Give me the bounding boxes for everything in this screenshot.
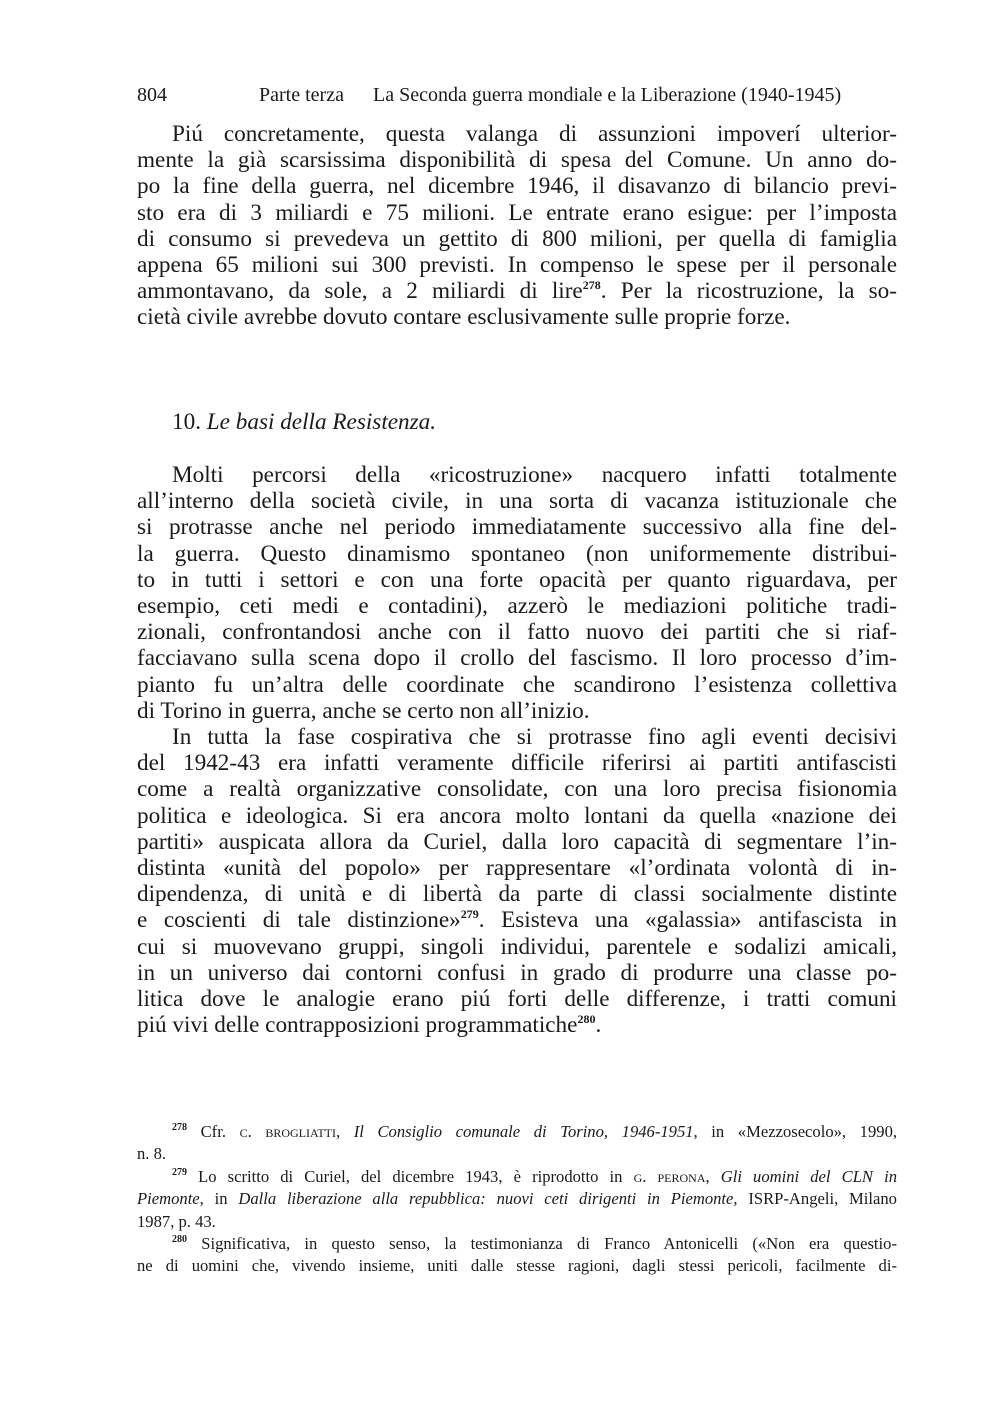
text-line: cui si muovevano gruppi, singoli individui, parentele e sodalizi amicali,: [137, 933, 897, 960]
footnote-line: [137, 1121, 897, 1143]
text-fragment: Lo scritto di Curiel, del dicembre 1943, è riprodotto in: [198, 1166, 623, 1186]
text-line: la guerra. Questo dinamismo spontaneo (non uniformemente distribui-: [137, 540, 897, 567]
text-fragment: ammontavano, da sole, a 2 miliardi di lire: [137, 278, 583, 305]
note-reference-279[interactable]: 279: [460, 907, 479, 922]
text-line: Molti percorsi della «ricostruzione» nacquero infatti totalmente: [172, 462, 897, 488]
paragraph-3: [137, 724, 897, 1038]
footnote-line: 1987, p. 43.: [137, 1211, 216, 1231]
text-line: in un universo dai contorni confusi in grado di produrre una classe po-: [137, 959, 897, 986]
text-fragment: Significativa, in questo senso, la testimonianza di Franco Antonicelli («Non era questio-: [201, 1234, 897, 1254]
text-line: appena 65 milioni sui 300 previsti. In compenso le spese per il personale: [137, 252, 897, 279]
section-number: 10.: [172, 409, 201, 435]
text-line: politica e ideologica. Si era ancora molto lontani da quella «nazione dei: [137, 802, 897, 829]
author-name: c. brogliatti,: [239, 1122, 341, 1141]
text-fragment: Cfr.: [200, 1122, 226, 1141]
text-fragment: , in: [199, 1189, 228, 1209]
footnotes: [137, 1121, 897, 1278]
text-line: [137, 1012, 897, 1038]
text-fragment: e coscienti di tale distinzione»: [137, 907, 461, 934]
text-line: mente la già scarsissima disponibilità di spesa del Comune. Un anno do-: [137, 147, 897, 174]
section-title: Le basi della Resistenza.: [206, 409, 437, 435]
paragraph-2: [137, 462, 897, 724]
text-line: zionali, confrontandosi anche con il fatto nuovo dei partiti che si riaf-: [137, 619, 897, 646]
text-line: In tutta la fase cospirativa che si protrasse fino agli eventi decisivi: [172, 724, 897, 750]
text-line: sto era di 3 miliardi e 75 milioni. Le entrate erano esigue: per l’imposta: [137, 199, 897, 226]
running-head-chapter: La Seconda guerra mondiale e la Liberazione (1940-1945): [373, 84, 842, 106]
text-line: dipendenza, di unità e di libertà da parte di classi socialmente distinte: [137, 881, 897, 908]
text-line: po la fine della guerra, nel dicembre 1946, il disavanzo di bilancio previ-: [137, 173, 897, 200]
running-head: [137, 82, 877, 108]
text-line: all’interno della società civile, in una sorta di vacanza istituzionale che: [137, 488, 897, 515]
text-fragment: . Per la ricostruzione, la so-: [600, 278, 897, 305]
work-title: Dalla liberazione alla repubblica: nuovi ceti dirigenti in Piemonte: [238, 1189, 734, 1209]
text-line: partiti» auspicata allora da Curiel, dalla loro capacità di segmentare l’in-: [137, 828, 897, 855]
text-line: facciavano sulla scena dopo il crollo del fascismo. Il loro processo d’im-: [137, 645, 897, 672]
text-line: distinta «unità del popolo» per rappresentare «l’ordinata volontà di in-: [137, 855, 897, 882]
paragraph-1: [137, 121, 897, 331]
running-head-part: Parte terza: [259, 84, 344, 106]
footnote-278: [137, 1121, 897, 1166]
footnote-280: [137, 1233, 897, 1278]
work-title: Il Consiglio comunale di Torino, 1946-1951: [353, 1122, 694, 1141]
footnote-number: 280: [172, 1234, 187, 1246]
text-line: Piú concretamente, questa valanga di assunzioni impoverí ulterior-: [172, 121, 897, 147]
text-line: litica dove le analogie erano piú forti delle differenze, i tratti comuni: [137, 986, 897, 1013]
text-line: [137, 278, 897, 304]
footnote-line: [137, 1188, 897, 1210]
text-line: come a realtà organizzative consolidate, con una loro precisa fisionomia: [137, 776, 897, 803]
text-line: di consumo si prevedeva un gettito di 800 milioni, per quella di famiglia: [137, 225, 897, 252]
text-line: [137, 907, 897, 933]
work-title: Gli uomini del CLN in: [720, 1166, 897, 1186]
text-line: del 1942-43 era infatti veramente difficile riferirsi ai partiti antifascisti: [137, 750, 897, 777]
text-fragment: piú vivi delle contrapposizioni programmatiche: [137, 1012, 578, 1039]
footnote-line: [137, 1166, 897, 1188]
page-number: 804: [137, 84, 167, 106]
text-fragment: , ISRP-Angeli, Milano: [733, 1189, 897, 1209]
text-fragment: . Esisteva una «galassia» antifascista in: [478, 907, 897, 934]
footnote-279: [137, 1166, 897, 1233]
footnote-line: n. 8.: [137, 1144, 167, 1164]
footnote-line: [137, 1233, 897, 1255]
text-line: si protrasse anche nel periodo immediatamente successivo alla fine del-: [137, 514, 897, 541]
text-line: to in tutti i settori e con una forte opacità per quanto riguardava, per: [137, 566, 897, 593]
note-reference-278[interactable]: 278: [582, 278, 601, 293]
author-name: g. perona,: [633, 1166, 710, 1186]
text-fragment: , in «Mezzosecolo», 1990,: [693, 1122, 898, 1141]
text-fragment: .: [595, 1012, 602, 1039]
note-reference-280[interactable]: 280: [577, 1012, 596, 1027]
footnote-number: 278: [172, 1122, 187, 1133]
section-heading: [172, 408, 436, 436]
text-line: esempio, ceti medi e contadini), azzerò le mediazioni politiche tradi-: [137, 593, 897, 620]
text-line: cietà civile avrebbe dovuto contare esclusivamente sulle proprie forze.: [137, 304, 791, 331]
text-line: di Torino in guerra, anche se certo non all’inizio.: [137, 697, 590, 724]
work-title: Piemonte: [137, 1189, 200, 1209]
footnote-number: 279: [172, 1166, 187, 1178]
footnote-line: ne di uomini che, vivendo insieme, uniti dalle stesse ragioni, dagli stessi pericoli, facilmente di-: [137, 1256, 897, 1276]
text-line: pianto fu un’altra delle coordinate che scandirono l’esistenza collettiva: [137, 671, 897, 698]
